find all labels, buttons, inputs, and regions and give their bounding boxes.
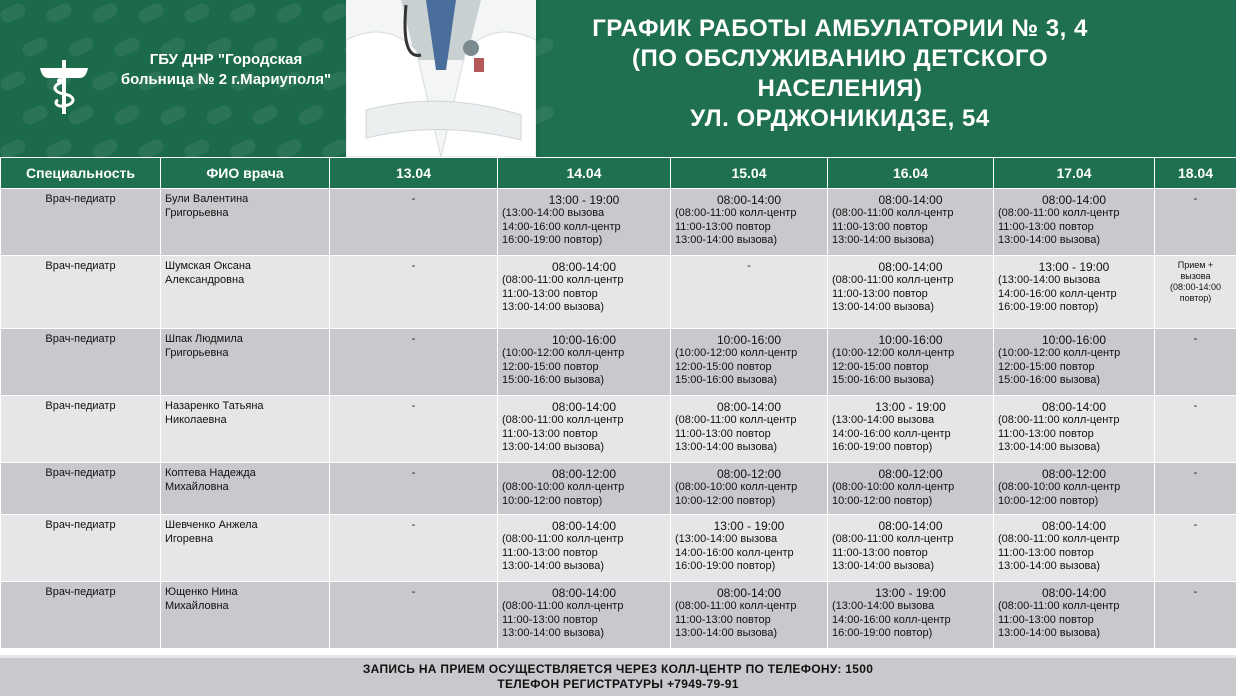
schedule-breakdown-line: 11:00-13:00 повтор <box>998 613 1094 626</box>
schedule-cell-d18: - <box>1155 515 1236 582</box>
doctor-name-cell <box>161 329 330 396</box>
schedule-breakdown-line: (13:00-14:00 вызова <box>502 207 605 219</box>
schedule-cell-d18 <box>1155 256 1236 329</box>
schedule-hours: 10:00-16:00 <box>716 333 782 347</box>
specialty-cell: Врач-педиатр <box>1 396 161 463</box>
schedule-hours: 08:00-12:00 <box>551 467 617 481</box>
schedule-breakdown-line: 12:00-15:00 повтор <box>675 360 772 373</box>
footer-callcenter-note: ЗАПИСЬ НА ПРИЕМ ОСУЩЕСТВЛЯЕТСЯ ЧЕРЕЗ КОЛЛ-ЦЕНТР ПО ТЕЛЕФОНУ: 1500 <box>362 662 874 676</box>
schedule-breakdown-line: 16:00-19:00 повтор) <box>675 560 776 572</box>
schedule-breakdown-line: (08:00-11:00 колл-центр <box>675 600 797 612</box>
specialty-cell: Врач-педиатр <box>1 582 161 649</box>
schedule-breakdown-line: 10:00-12:00 повтор) <box>502 494 603 507</box>
schedule-hours: 13:00 - 19:00 <box>713 519 785 533</box>
schedule-breakdown-line: 13:00-14:00 вызова) <box>502 301 605 313</box>
schedule-breakdown-line: 15:00-16:00 вызова) <box>502 374 605 386</box>
schedule-breakdown-line: (10:00-12:00 колл-центр <box>675 347 798 359</box>
doctor-name-line: Михайловна <box>165 480 229 493</box>
schedule-breakdown-line: 16:00-19:00 повтор) <box>502 234 603 246</box>
schedule-cell-d14 <box>498 396 671 463</box>
schedule-hours: 08:00-14:00 <box>1041 586 1107 600</box>
column-header-date: 13.04 <box>330 158 498 189</box>
schedule-cell-d15 <box>671 396 828 463</box>
doctor-name-line: Григорьевна <box>165 346 229 359</box>
schedule-breakdown-line: 13:00-14:00 вызова) <box>675 441 778 453</box>
table-row <box>1 582 1236 649</box>
schedule-cell-d14 <box>498 582 671 649</box>
schedule-cell-d13: - <box>330 396 498 463</box>
doctor-name-line: Григорьевна <box>165 206 229 219</box>
schedule-breakdown-line: 13:00-14:00 вызова) <box>675 627 778 639</box>
hospital-logo-icon <box>34 54 94 116</box>
schedule-breakdown-line: 15:00-16:00 вызова) <box>832 374 935 386</box>
specialty-cell: Врач-педиатр <box>1 189 161 256</box>
schedule-breakdown-line: 11:00-13:00 повтор <box>675 427 771 440</box>
schedule-cell-d13: - <box>330 463 498 515</box>
schedule-cell-d15: - <box>671 256 828 329</box>
doctor-name-line: Шпак Людмила <box>165 333 243 345</box>
schedule-breakdown-line: 13:00-14:00 вызова) <box>502 627 605 639</box>
schedule-cell-d13: - <box>330 582 498 649</box>
doctor-name-cell <box>161 256 330 329</box>
schedule-breakdown-line: 10:00-12:00 повтор) <box>675 494 776 507</box>
schedule-hours: 08:00-12:00 <box>1041 467 1107 481</box>
schedule-cell-d13: - <box>330 256 498 329</box>
schedule-hours: 08:00-12:00 <box>716 467 782 481</box>
schedule-breakdown-line: (08:00-11:00 колл-центр <box>502 274 624 286</box>
doctor-name-line: Шумская Оксана <box>165 260 252 272</box>
doctor-name-cell <box>161 515 330 582</box>
schedule-hours: 08:00-14:00 <box>716 193 782 207</box>
schedule-breakdown-line: (13:00-14:00 вызова <box>675 533 778 545</box>
pattern-tile <box>274 137 303 157</box>
title-line-4: УЛ. ОРДЖОНИКИДЗЕ, 54 <box>690 105 990 132</box>
schedule-cell-d16 <box>828 189 994 256</box>
schedule-cell-d16 <box>828 582 994 649</box>
doctor-name-line: Назаренко Татьяна <box>165 400 264 412</box>
schedule-breakdown-line: (08:00-11:00 колл-центр <box>998 207 1120 219</box>
schedule-table <box>0 157 1236 649</box>
schedule-cell-d17 <box>994 582 1155 649</box>
schedule-cell-d18: - <box>1155 329 1236 396</box>
schedule-hours: 08:00-14:00 <box>716 400 782 414</box>
column-header-doctor: ФИО врача <box>161 158 330 189</box>
schedule-note-line: (08:00-14:00 <box>1169 282 1222 292</box>
pattern-tile <box>296 103 325 127</box>
doctor-name-line: Николаевна <box>165 413 227 426</box>
schedule-breakdown-line: 16:00-19:00 повтор) <box>832 441 933 453</box>
schedule-cell-d17 <box>994 396 1155 463</box>
title-line-1: ГРАФИК РАБОТЫ АМБУЛАТОРИИ № 3, 4 <box>592 15 1088 42</box>
table-row <box>1 396 1236 463</box>
table-header-row <box>1 158 1236 189</box>
column-header-date: 17.04 <box>994 158 1155 189</box>
doctor-name-line: Александровна <box>165 273 245 286</box>
schedule-cell-d15 <box>671 329 828 396</box>
footer-registry-phone: ТЕЛЕФОН РЕГИСТРАТУРЫ +7949-79-91 <box>497 677 739 691</box>
schedule-breakdown-line: (08:00-10:00 колл-центр <box>675 481 798 493</box>
doctor-name-line: Ющенко Нина <box>165 586 238 598</box>
pattern-tile <box>112 103 141 127</box>
schedule-breakdown-line: 13:00-14:00 вызова) <box>998 627 1101 639</box>
specialty-cell: Врач-педиатр <box>1 329 161 396</box>
schedule-breakdown-line: 11:00-13:00 повтор <box>675 220 771 233</box>
schedule-hours: 08:00-14:00 <box>551 400 617 414</box>
schedule-breakdown-line: (08:00-10:00 колл-центр <box>998 481 1121 493</box>
doctor-name-cell <box>161 396 330 463</box>
title-line-3: НАСЕЛЕНИЯ) <box>757 75 923 102</box>
schedule-cell-d16 <box>828 515 994 582</box>
schedule-cell-d14 <box>498 329 671 396</box>
schedule-hours: 10:00-16:00 <box>878 333 943 347</box>
schedule-hours: 08:00-14:00 <box>1041 400 1107 414</box>
org-name-line-1: ГБУ ДНР "Городская <box>149 51 303 68</box>
schedule-breakdown-line: 13:00-14:00 вызова) <box>832 301 935 313</box>
schedule-breakdown-line: 13:00-14:00 вызова) <box>675 234 778 246</box>
schedule-breakdown-line: 12:00-15:00 повтор <box>502 360 599 373</box>
schedule-breakdown-line: 14:00-16:00 колл-центр <box>832 427 951 440</box>
schedule-cell-d16 <box>828 256 994 329</box>
schedule-breakdown-line: (13:00-14:00 вызова <box>832 600 935 612</box>
specialty-cell: Врач-педиатр <box>1 515 161 582</box>
schedule-hours: 08:00-14:00 <box>878 519 943 533</box>
pattern-tile <box>44 1 73 25</box>
schedule-cell-d15 <box>671 515 828 582</box>
schedule-breakdown-line: 11:00-13:00 повтор <box>502 613 598 626</box>
schedule-breakdown-line: 11:00-13:00 повтор <box>998 546 1094 559</box>
schedule-breakdown-line: 11:00-13:00 повтор <box>675 613 771 626</box>
doctor-photo <box>346 0 536 157</box>
schedule-breakdown-line: (10:00-12:00 колл-центр <box>502 347 625 359</box>
schedule-breakdown-line: (08:00-11:00 колл-центр <box>832 274 954 286</box>
schedule-note-line: вызова <box>1180 271 1211 281</box>
table-row <box>1 463 1236 515</box>
footer <box>0 655 1236 696</box>
schedule-cell-d13: - <box>330 515 498 582</box>
schedule-hours: 08:00-14:00 <box>551 519 617 533</box>
schedule-cell-d14 <box>498 256 671 329</box>
schedule-cell-d14 <box>498 189 671 256</box>
schedule-breakdown-line: (08:00-11:00 колл-центр <box>832 207 954 219</box>
schedule-hours: 10:00-16:00 <box>1041 333 1107 347</box>
org-name-line-2: больница № 2 г.Мариуполя" <box>120 71 332 88</box>
schedule-breakdown-line: 12:00-15:00 повтор <box>832 360 929 373</box>
schedule-breakdown-line: (10:00-12:00 колл-центр <box>998 347 1121 359</box>
schedule-cell-d13: - <box>330 329 498 396</box>
schedule-breakdown-line: (08:00-10:00 колл-центр <box>502 481 625 493</box>
page-title <box>560 14 1120 134</box>
table-row <box>1 515 1236 582</box>
schedule-breakdown-line: (13:00-14:00 вызова <box>998 274 1101 286</box>
schedule-breakdown-line: 11:00-13:00 повтор <box>832 220 928 233</box>
schedule-breakdown-line: 15:00-16:00 вызова) <box>998 374 1101 386</box>
pattern-tile <box>182 137 211 157</box>
schedule-cell-d17 <box>994 463 1155 515</box>
pattern-tile <box>182 1 211 25</box>
schedule-cell-d14 <box>498 463 671 515</box>
doctor-name-line: Шевченко Анжела <box>165 519 258 531</box>
schedule-note-line: Прием + <box>1177 260 1214 270</box>
schedule-cell-d14 <box>498 515 671 582</box>
column-header-date: 14.04 <box>498 158 671 189</box>
schedule-cell-d16 <box>828 463 994 515</box>
schedule-hours: 13:00 - 19:00 <box>875 586 946 600</box>
schedule-note-line: повтор) <box>1179 293 1212 303</box>
schedule-breakdown-line: 10:00-12:00 повтор) <box>832 494 933 507</box>
schedule-breakdown-line: 12:00-15:00 повтор <box>998 360 1095 373</box>
schedule-breakdown-line: 11:00-13:00 повтор <box>832 546 928 559</box>
schedule-hours: 08:00-14:00 <box>878 260 943 274</box>
pattern-tile <box>0 69 28 93</box>
page-header <box>0 0 1236 157</box>
pattern-tile <box>44 137 73 157</box>
schedule-cell-d17 <box>994 189 1155 256</box>
schedule-breakdown-line: 10:00-12:00 повтор) <box>998 494 1099 507</box>
schedule-breakdown-line: 11:00-13:00 повтор <box>502 427 598 440</box>
column-header-date: 18.04 <box>1155 158 1236 189</box>
schedule-hours: 08:00-14:00 <box>551 586 617 600</box>
schedule-breakdown-line: (08:00-11:00 колл-центр <box>502 533 624 545</box>
schedule-breakdown-line: (08:00-11:00 колл-центр <box>502 600 624 612</box>
column-header-specialty: Специальность <box>1 158 161 189</box>
doctor-name-line: Михайловна <box>165 599 229 612</box>
schedule-cell-d17 <box>994 515 1155 582</box>
schedule-breakdown-line: 13:00-14:00 вызова) <box>832 234 935 246</box>
schedule-cell-d18: - <box>1155 189 1236 256</box>
schedule-hours: 10:00-16:00 <box>551 333 617 347</box>
schedule-breakdown-line: (08:00-11:00 колл-центр <box>502 414 624 426</box>
schedule-cell-d17 <box>994 256 1155 329</box>
table-row <box>1 256 1236 329</box>
doctor-name-cell <box>161 189 330 256</box>
organization-name <box>101 50 351 90</box>
schedule-breakdown-line: 14:00-16:00 колл-центр <box>675 546 794 559</box>
pattern-tile <box>90 137 119 157</box>
doctor-name-line: Коптева Надежда <box>165 467 256 479</box>
pattern-tile <box>274 1 303 25</box>
doctor-name-line: Були Валентина <box>165 193 249 205</box>
pattern-tile <box>0 1 28 25</box>
schedule-hours: 08:00-14:00 <box>1041 193 1107 207</box>
schedule-breakdown-line: (10:00-12:00 колл-центр <box>832 347 955 359</box>
pattern-tile <box>136 137 165 157</box>
schedule-breakdown-line: 13:00-14:00 вызова) <box>998 560 1101 572</box>
pattern-tile <box>228 1 257 25</box>
schedule-cell-d13: - <box>330 189 498 256</box>
schedule-breakdown-line: (08:00-11:00 колл-центр <box>832 533 954 545</box>
column-header-date: 15.04 <box>671 158 828 189</box>
schedule-cell-d15 <box>671 582 828 649</box>
pattern-tile <box>90 1 119 25</box>
schedule-breakdown-line: (08:00-11:00 колл-центр <box>998 414 1120 426</box>
schedule-cell-d17 <box>994 329 1155 396</box>
schedule-hours: 08:00-12:00 <box>878 467 943 481</box>
schedule-hours: 08:00-14:00 <box>1041 519 1107 533</box>
specialty-cell: Врач-педиатр <box>1 463 161 515</box>
doctor-name-cell <box>161 463 330 515</box>
schedule-breakdown-line: 16:00-19:00 повтор) <box>832 627 933 639</box>
schedule-cell-d15 <box>671 189 828 256</box>
pattern-tile <box>204 103 233 127</box>
schedule-hours: 08:00-14:00 <box>878 193 943 207</box>
schedule-breakdown-line: 15:00-16:00 вызова) <box>675 374 778 386</box>
schedule-breakdown-line: 13:00-14:00 вызова) <box>998 234 1101 246</box>
title-line-2: (ПО ОБСЛУЖИВАНИЮ ДЕТСКОГО <box>632 45 1048 72</box>
pattern-tile <box>0 137 28 157</box>
table-row <box>1 189 1236 256</box>
schedule-cell-d18: - <box>1155 463 1236 515</box>
schedule-hours: 08:00-14:00 <box>716 586 782 600</box>
schedule-breakdown-line: 11:00-13:00 повтор <box>832 287 928 300</box>
schedule-breakdown-line: 11:00-13:00 повтор <box>998 220 1094 233</box>
column-header-date: 16.04 <box>828 158 994 189</box>
schedule-hours: 08:00-14:00 <box>551 260 617 274</box>
doctor-name-line: Игоревна <box>165 532 214 545</box>
schedule-breakdown-line: 14:00-16:00 колл-центр <box>832 613 951 626</box>
schedule-breakdown-line: 13:00-14:00 вызова) <box>998 441 1101 453</box>
schedule-breakdown-line: 13:00-14:00 вызова) <box>502 560 605 572</box>
schedule-breakdown-line: 11:00-13:00 повтор <box>998 427 1094 440</box>
pattern-tile <box>228 137 257 157</box>
schedule-breakdown-line: (08:00-11:00 колл-центр <box>675 414 797 426</box>
schedule-breakdown-line: 13:00-14:00 вызова) <box>832 560 935 572</box>
schedule-breakdown-line: (08:00-11:00 колл-центр <box>998 600 1120 612</box>
schedule-breakdown-line: 11:00-13:00 повтор <box>502 546 598 559</box>
schedule-hours: 13:00 - 19:00 <box>875 400 946 414</box>
schedule-cell-d18: - <box>1155 582 1236 649</box>
schedule-breakdown-line: 14:00-16:00 колл-центр <box>998 287 1117 300</box>
schedule-hours: 13:00 - 19:00 <box>1038 260 1110 274</box>
schedule-breakdown-line: (08:00-11:00 колл-центр <box>998 533 1120 545</box>
schedule-breakdown-line: (08:00-10:00 колл-центр <box>832 481 955 493</box>
schedule-breakdown-line: 13:00-14:00 вызова) <box>502 441 605 453</box>
schedule-breakdown-line: (13:00-14:00 вызова <box>832 414 935 426</box>
pattern-tile <box>158 103 187 127</box>
schedule-cell-d16 <box>828 329 994 396</box>
doctor-name-cell <box>161 582 330 649</box>
table-row <box>1 329 1236 396</box>
schedule-hours: 13:00 - 19:00 <box>548 193 620 207</box>
pattern-tile <box>136 1 165 25</box>
schedule-cell-d18: - <box>1155 396 1236 463</box>
schedule-breakdown-line: 16:00-19:00 повтор) <box>998 301 1099 313</box>
schedule-breakdown-line: (08:00-11:00 колл-центр <box>675 207 797 219</box>
schedule-cell-d15 <box>671 463 828 515</box>
schedule-breakdown-line: 14:00-16:00 колл-центр <box>502 220 621 233</box>
specialty-cell: Врач-педиатр <box>1 256 161 329</box>
schedule-breakdown-line: 11:00-13:00 повтор <box>502 287 598 300</box>
schedule-cell-d16 <box>828 396 994 463</box>
pattern-tile <box>250 103 279 127</box>
